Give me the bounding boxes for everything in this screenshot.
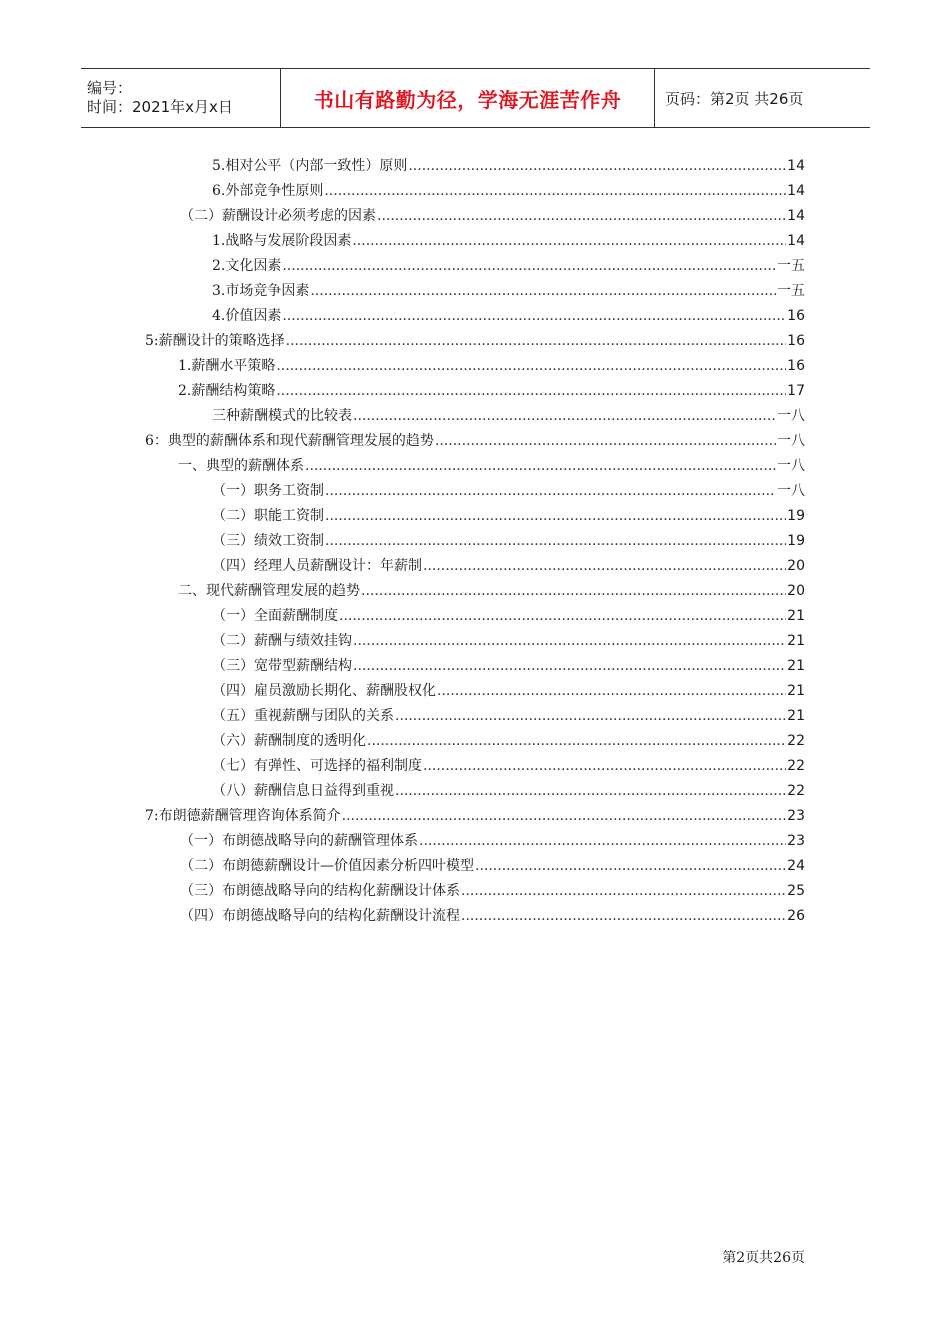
document-number-label: 编号： xyxy=(87,79,133,97)
toc-entry[interactable] xyxy=(145,331,805,351)
toc-leader-dots xyxy=(353,406,776,426)
toc-entry-title: （一）布朗德战略导向的薪酬管理体系 xyxy=(180,833,418,849)
toc-leader-dots xyxy=(435,431,776,451)
toc-entry-title: （四）雇员激励长期化、薪酬股权化 xyxy=(212,683,436,699)
toc-entry[interactable] xyxy=(212,756,805,776)
toc-entry[interactable] xyxy=(178,456,805,476)
toc-entry[interactable] xyxy=(178,356,805,376)
toc-entry[interactable] xyxy=(180,856,805,876)
toc-leader-dots xyxy=(419,831,786,851)
toc-leader-dots xyxy=(461,906,786,926)
toc-entry-title: 7:布朗德薪酬管理咨询体系简介 xyxy=(145,808,341,824)
toc-entry-page: 22 xyxy=(787,733,805,749)
toc-entry-title: （八）薪酬信息日益得到重视 xyxy=(212,783,394,799)
toc-entry-page: 16 xyxy=(787,333,805,349)
toc-entry-title: 三种薪酬模式的比较表 xyxy=(212,408,352,424)
toc-entry-page: 21 xyxy=(787,683,805,699)
toc-leader-dots xyxy=(352,231,786,251)
toc-entry-page: 14 xyxy=(787,183,805,199)
toc-entry-page: 一五 xyxy=(777,283,805,299)
toc-leader-dots xyxy=(437,681,786,701)
toc-entry-title: （七）有弹性、可选择的福利制度 xyxy=(212,758,422,774)
toc-entry-page: 一八 xyxy=(777,408,805,424)
toc-entry[interactable] xyxy=(212,231,805,251)
toc-leader-dots xyxy=(423,756,786,776)
toc-entry[interactable] xyxy=(180,206,805,226)
toc-entry[interactable] xyxy=(212,606,805,626)
toc-entry-title: 二、现代薪酬管理发展的趋势 xyxy=(178,583,360,599)
toc-entry-title: 2.文化因素 xyxy=(212,258,282,274)
header-motto-cell xyxy=(281,69,655,127)
toc-entry[interactable] xyxy=(212,556,805,576)
toc-entry-page: 20 xyxy=(787,583,805,599)
toc-entry-title: （三）布朗德战略导向的结构化薪酬设计体系 xyxy=(180,883,460,899)
toc-entry-title: （三）绩效工资制 xyxy=(212,533,324,549)
toc-entry-page: 一五 xyxy=(777,258,805,274)
toc-leader-dots xyxy=(423,556,786,576)
toc-entry[interactable] xyxy=(212,281,805,301)
toc-entry[interactable] xyxy=(212,631,805,651)
toc-leader-dots xyxy=(305,456,776,476)
toc-entry-page: 16 xyxy=(787,308,805,324)
toc-entry[interactable] xyxy=(212,656,805,676)
toc-entry-title: （一）职务工资制 xyxy=(212,483,324,499)
toc-leader-dots xyxy=(324,181,786,201)
toc-entry-title: 4.价值因素 xyxy=(212,308,282,324)
toc-entry-page: 14 xyxy=(787,158,805,174)
toc-leader-dots xyxy=(276,356,786,376)
page-header xyxy=(81,68,870,128)
toc-leader-dots xyxy=(408,156,786,176)
header-meta xyxy=(81,69,281,127)
toc-entry[interactable] xyxy=(145,806,805,826)
toc-entry-title: （六）薪酬制度的透明化 xyxy=(212,733,366,749)
toc-leader-dots xyxy=(325,506,786,526)
toc-entry-page: 25 xyxy=(787,883,805,899)
toc-entry[interactable] xyxy=(212,181,805,201)
header-motto: 书山有路勤为径，学海无涯苦作舟 xyxy=(313,87,622,112)
toc-entry[interactable] xyxy=(145,431,805,451)
document-time-label: 时间：2021年x月x日 xyxy=(87,98,233,116)
toc-entry-page: 一八 xyxy=(777,458,805,474)
toc-entry-title: （二）薪酬设计必须考虑的因素 xyxy=(180,208,376,224)
toc-entry[interactable] xyxy=(212,731,805,751)
toc-entry-page: 24 xyxy=(787,858,805,874)
toc-entry[interactable] xyxy=(212,256,805,276)
toc-entry-page: 一八 xyxy=(777,483,805,499)
toc-entry-title: 5:薪酬设计的策略选择 xyxy=(145,333,285,349)
toc-entry-page: 一八 xyxy=(777,433,805,449)
toc-leader-dots xyxy=(325,531,786,551)
toc-entry[interactable] xyxy=(212,481,805,501)
toc-entry-page: 26 xyxy=(787,908,805,924)
toc-entry-page: 22 xyxy=(787,758,805,774)
toc-entry-page: 23 xyxy=(787,833,805,849)
toc-leader-dots xyxy=(282,256,776,276)
toc-entry-title: （一）全面薪酬制度 xyxy=(212,608,338,624)
toc-entry-title: 2.薪酬结构策略 xyxy=(178,383,276,399)
toc-entry-page: 23 xyxy=(787,808,805,824)
toc-entry-title: 6.外部竞争性原则 xyxy=(212,183,324,199)
toc-leader-dots xyxy=(461,881,786,901)
toc-entry-title: 1.薪酬水平策略 xyxy=(178,358,276,374)
toc-leader-dots xyxy=(475,856,786,876)
toc-entry-title: 5.相对公平（内部一致性）原则 xyxy=(212,158,408,174)
toc-entry-page: 20 xyxy=(787,558,805,574)
toc-entry-title: 3.市场竞争因素 xyxy=(212,283,310,299)
toc-leader-dots xyxy=(342,806,787,826)
toc-entry[interactable] xyxy=(212,306,805,326)
toc-leader-dots xyxy=(367,731,786,751)
toc-entry[interactable] xyxy=(180,881,805,901)
header-page-cell xyxy=(655,69,870,127)
toc-entry-page: 17 xyxy=(787,383,805,399)
toc-leader-dots xyxy=(377,206,786,226)
toc-entry-page: 22 xyxy=(787,783,805,799)
toc-entry-page: 21 xyxy=(787,708,805,724)
toc-leader-dots xyxy=(353,631,786,651)
toc-entry[interactable] xyxy=(178,381,805,401)
toc-entry-title: 1.战略与发展阶段因素 xyxy=(212,233,352,249)
toc-entry[interactable] xyxy=(212,156,805,176)
header-page-number: 页码：第2页 共26页 xyxy=(665,89,804,108)
toc-entry-page: 21 xyxy=(787,658,805,674)
toc-entry[interactable] xyxy=(212,681,805,701)
toc-entry[interactable] xyxy=(180,906,805,926)
toc-entry-title: （四）经理人员薪酬设计：年薪制 xyxy=(212,558,422,574)
toc-leader-dots xyxy=(310,281,776,301)
toc-entry[interactable] xyxy=(178,581,805,601)
toc-leader-dots xyxy=(395,706,786,726)
toc-entry[interactable] xyxy=(180,831,805,851)
toc-entry[interactable] xyxy=(212,531,805,551)
toc-entry-title: （二）布朗德薪酬设计—价值因素分析四叶模型 xyxy=(180,858,474,874)
toc-entry[interactable] xyxy=(212,706,805,726)
toc-entry-page: 21 xyxy=(787,608,805,624)
toc-entry-page: 19 xyxy=(787,533,805,549)
toc-entry-page: 16 xyxy=(787,358,805,374)
toc-entry-title: （二）职能工资制 xyxy=(212,508,324,524)
toc-leader-dots xyxy=(325,481,776,501)
toc-leader-dots xyxy=(276,381,786,401)
toc-entry[interactable] xyxy=(212,406,805,426)
toc-entry-page: 14 xyxy=(787,233,805,249)
toc-entry-title: 6：典型的薪酬体系和现代薪酬管理发展的趋势 xyxy=(145,433,434,449)
toc-leader-dots xyxy=(395,781,786,801)
toc-leader-dots xyxy=(286,331,787,351)
toc-entry-title: （三）宽带型薪酬结构 xyxy=(212,658,352,674)
toc-leader-dots xyxy=(282,306,786,326)
toc-entry-title: （二）薪酬与绩效挂钩 xyxy=(212,633,352,649)
toc-entry[interactable] xyxy=(212,781,805,801)
toc-entry-page: 14 xyxy=(787,208,805,224)
toc-leader-dots xyxy=(353,656,786,676)
toc-entry-title: 一、典型的薪酬体系 xyxy=(178,458,304,474)
toc-entry[interactable] xyxy=(212,506,805,526)
toc-entry-title: （五）重视薪酬与团队的关系 xyxy=(212,708,394,724)
toc-entry-page: 21 xyxy=(787,633,805,649)
toc-entry-title: （四）布朗德战略导向的结构化薪酬设计流程 xyxy=(180,908,460,924)
page-footer-number: 第2页共26页 xyxy=(722,1250,805,1266)
toc-entry-page: 19 xyxy=(787,508,805,524)
toc-leader-dots xyxy=(361,581,786,601)
toc-leader-dots xyxy=(339,606,786,626)
